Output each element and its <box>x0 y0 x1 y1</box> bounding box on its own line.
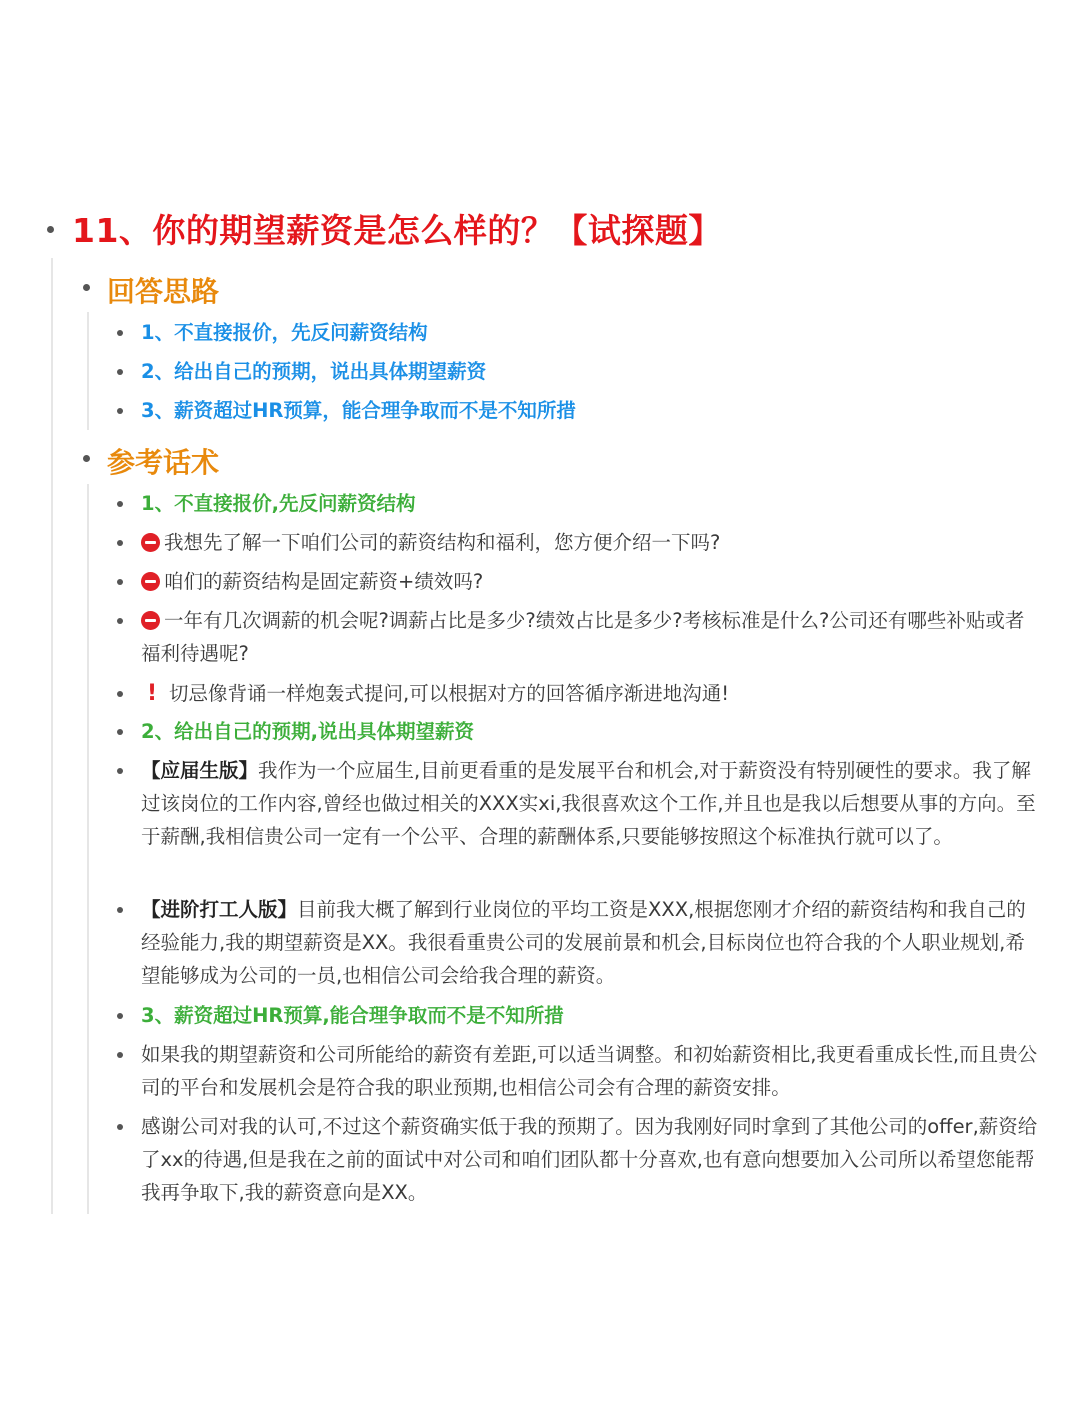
outline-guide-line <box>87 312 89 430</box>
no-entry-icon <box>141 611 160 630</box>
bullet <box>117 618 123 624</box>
list-item: 感谢公司对我的认可,不过这个薪资确实低于我的预期了。因为我刚好同时拿到了其他公司的offer,薪资给了xx的待遇,但是我在之前的面试中对公司和咱们团队都十分喜欢,也有意向想要加入公司所以希望您能帮我再争取下,我的薪资意向是XX。 <box>141 1115 1038 1204</box>
bullet <box>117 369 123 375</box>
approach-item: 1、不直接报价，先反问薪资结构 <box>141 321 428 344</box>
section-heading-approach: 回答思路 <box>107 275 220 308</box>
question-text: 一年有几次调薪的机会呢?调薪占比是多少?绩效占比是多少?考核标准是什么?公司还有哪些补贴或者福利待遇呢? <box>141 609 1025 665</box>
bullet <box>117 330 123 336</box>
approach-item: 3、薪资超过HR预算，能合理争取而不是不知所措 <box>141 399 576 422</box>
version-label: 【进阶打工人版】 <box>141 898 298 921</box>
list-item <box>141 754 1041 853</box>
outline-guide-line <box>51 258 53 1214</box>
bullet <box>117 729 123 735</box>
section-heading-scripts: 参考话术 <box>107 446 220 479</box>
bullet <box>117 768 123 774</box>
bullet <box>83 455 90 462</box>
bullet <box>117 540 123 546</box>
list-item <box>141 677 1041 710</box>
bullet <box>117 1124 123 1130</box>
bullet <box>83 284 90 291</box>
bullet <box>117 501 123 507</box>
warning-text: 切忌像背诵一样炮轰式提问,可以根据对方的回答循序渐进地沟通! <box>169 682 730 705</box>
bullet <box>117 579 123 585</box>
exclamation-icon: ! <box>146 681 158 706</box>
outline-guide-line <box>87 484 89 1214</box>
page-title: 11、你的期望薪资是怎么样的？【试探题】 <box>72 211 722 250</box>
answer-text: 目前我大概了解到行业岗位的平均工资是XXX,根据您刚才介绍的薪资结构和我自己的经验能力,我的期望薪资是XX。我很看重贵公司的发展前景和机会,目标岗位也符合我的个人职业规划,希望能够成为公司的一员,也相信公司会给我合理的薪资。 <box>141 898 1026 987</box>
no-entry-icon <box>141 533 160 552</box>
script-subheading: 3、薪资超过HR预算,能合理争取而不是不知所措 <box>141 1004 564 1027</box>
version-label: 【应届生版】 <box>141 759 259 782</box>
list-item: 如果我的期望薪资和公司所能给的薪资有差距,可以适当调整。和初始薪资相比,我更看重成长性,而且贵公司的平台和发展机会是符合我的职业预期,也相信公司会有合理的薪资安排。 <box>141 1043 1038 1099</box>
list-item <box>141 565 1041 598</box>
approach-item: 2、给出自己的预期，说出具体期望薪资 <box>141 360 487 383</box>
bullet <box>117 907 123 913</box>
list-item <box>141 893 1041 992</box>
question-text: 我想先了解一下咱们公司的薪资结构和福利，您方便介绍一下吗? <box>164 531 721 554</box>
bullet <box>117 1052 123 1058</box>
bullet <box>117 691 123 697</box>
script-subheading: 2、给出自己的预期,说出具体期望薪资 <box>141 720 474 743</box>
bullet <box>117 408 123 414</box>
list-item <box>141 526 1041 559</box>
script-subheading: 1、不直接报价,先反问薪资结构 <box>141 492 416 515</box>
question-text: 咱们的薪资结构是固定薪资+绩效吗? <box>164 570 484 593</box>
answer-text: 我作为一个应届生,目前更看重的是发展平台和机会,对于薪资没有特别硬性的要求。我了解过该岗位的工作内容,曾经也做过相关的XXX实xi,我很喜欢这个工作,并且也是我以后想要从事的方向。至于薪酬,我相信贵公司一定有一个公平、合理的薪酬体系,只要能够按照这个标准执行就可以了。 <box>141 759 1036 848</box>
list-item <box>141 604 1041 670</box>
no-entry-icon <box>141 572 160 591</box>
bullet <box>117 1013 123 1019</box>
bullet <box>47 226 54 233</box>
